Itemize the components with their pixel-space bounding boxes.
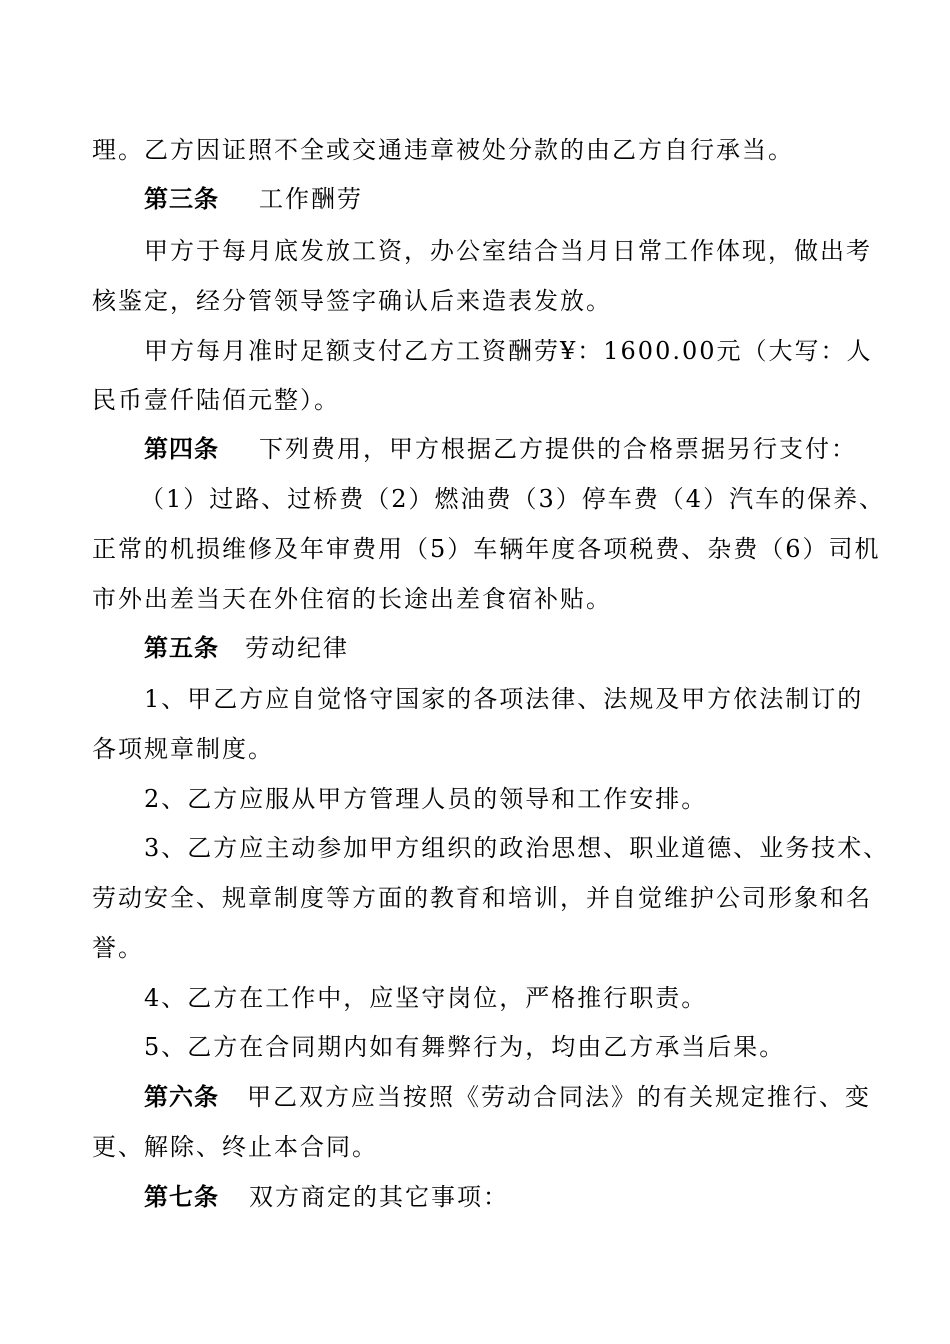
article-6-text: 甲乙双方应当按照《劳动合同法》的有关规定推行、变 xyxy=(247,1083,871,1111)
article-6-number: 第六条 xyxy=(144,1082,219,1111)
paragraph-line: （1）过路、过桥费（2）燃油费（3）停车费（4）汽车的保养、 xyxy=(140,485,886,513)
article-5-number: 第五条 xyxy=(144,633,219,662)
article-5-heading-line xyxy=(144,633,349,663)
list-item-line: 誉。 xyxy=(92,934,144,962)
article-6-heading-line xyxy=(144,1082,871,1112)
article-3-title: 工作酬劳 xyxy=(259,185,363,213)
paragraph-line: 正常的机损维修及年审费用（5）车辆年度各项税费、杂费（6）司机 xyxy=(92,535,881,563)
article-7-number: 第七条 xyxy=(144,1182,219,1211)
article-3-heading-line xyxy=(144,184,363,214)
salary-line: 甲方每月准时足额支付乙方工资酬劳¥：1600.00元（大写：人 xyxy=(144,337,873,365)
article-4-text: 下列费用，甲方根据乙方提供的合格票据另行支付： xyxy=(259,435,857,463)
paragraph-line: 核鉴定，经分管领导签字确认后来造表发放。 xyxy=(92,287,612,315)
paragraph-line: 理。乙方因证照不全或交通违章被处分款的由乙方自行承当。 xyxy=(92,136,794,164)
list-item-line: 2、乙方应服从甲方管理人员的领导和工作安排。 xyxy=(144,785,708,813)
list-item-line: 4、乙方在工作中，应坚守岗位，严格推行职责。 xyxy=(144,984,708,1012)
paragraph-line: 民币壹仟陆佰元整）。 xyxy=(92,386,340,414)
article-5-title: 劳动纪律 xyxy=(245,634,349,662)
list-item-line: 1、甲乙方应自觉恪守国家的各项法律、法规及甲方依法制订的 xyxy=(144,685,864,713)
article-7-text: 双方商定的其它事项： xyxy=(249,1183,509,1211)
list-item-line: 各项规章制度。 xyxy=(92,735,274,763)
paragraph-line: 甲方于每月底发放工资，办公室结合当月日常工作体现，做出考 xyxy=(144,237,872,265)
article-4-heading-line xyxy=(144,434,857,464)
paragraph-line: 更、解除、终止本合同。 xyxy=(92,1133,378,1161)
article-3-number: 第三条 xyxy=(144,184,219,213)
list-item-line: 劳动安全、规章制度等方面的教育和培训，并自觉维护公司形象和名 xyxy=(92,884,872,912)
list-item-line: 5、乙方在合同期内如有舞弊行为，均由乙方承当后果。 xyxy=(144,1033,786,1061)
article-4-number: 第四条 xyxy=(144,434,219,463)
article-7-heading-line xyxy=(144,1182,509,1212)
paragraph-line: 市外出差当天在外住宿的长途出差食宿补贴。 xyxy=(92,585,612,613)
list-item-line: 3、乙方应主动参加甲方组织的政治思想、职业道德、业务技术、 xyxy=(144,834,890,862)
